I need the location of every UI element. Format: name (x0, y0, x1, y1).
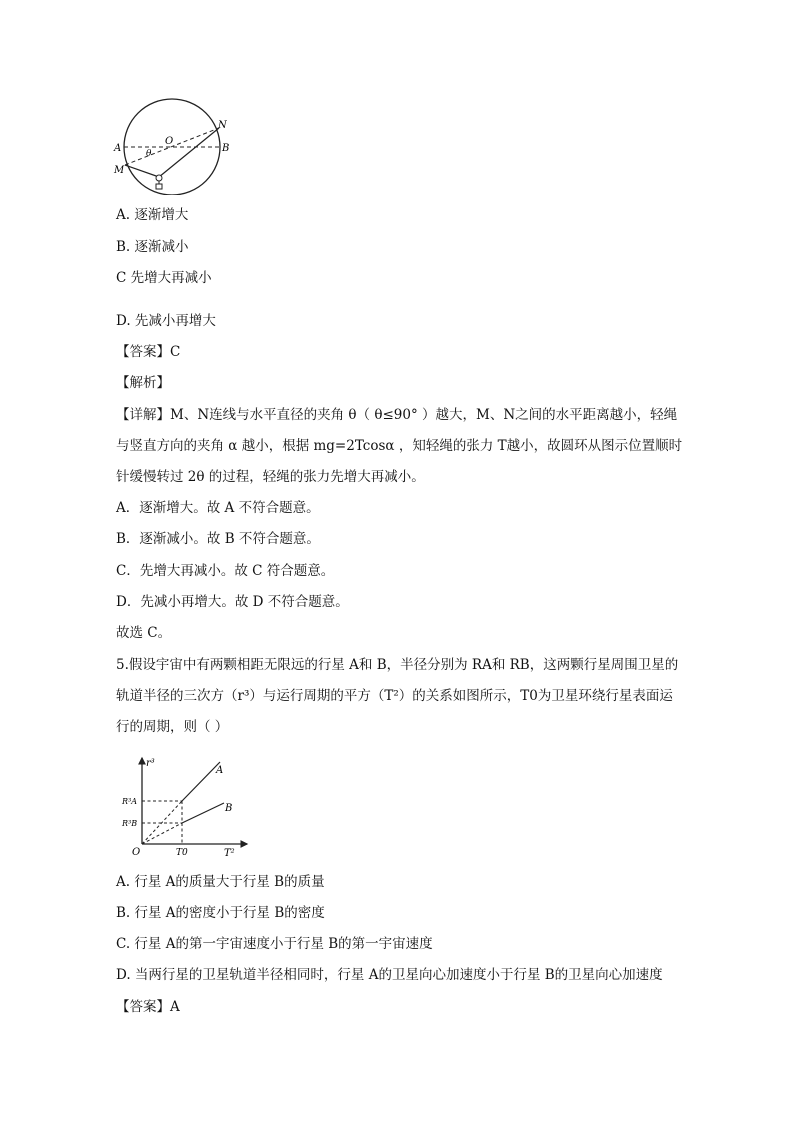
pulley (156, 175, 162, 181)
q4-answer: 【答案】C (116, 344, 181, 360)
rb-label: R³B (122, 819, 138, 828)
label-n: N (218, 120, 227, 131)
q4-option-c: C 先增大再减小 (116, 270, 212, 286)
q4-detail-line-1: 【详解】M、N连线与水平直径的夹角 θ（ θ≤90° ）越大，M、N之间的水平距离越小，轻绳 (116, 407, 678, 423)
q4-detail-line-2: 与竖直方向的夹角 α 越小，根据 mg=2Tcosα ，知轻绳的张力 T越小，故圆环从图示位置顺时 (116, 438, 683, 454)
line-b-label: B (225, 803, 233, 814)
q5-stem-line-1: 5.假设宇宙中有两颗相距无限远的行星 A和 B，半径分别为 RA和 RB，这两颗行星周围卫星的 (116, 657, 679, 673)
q4-option-a: A. 逐渐增大 (116, 207, 189, 223)
label-theta: θ (146, 149, 152, 159)
q4-note-d: D．先减小再增大。故 D 不符合题意。 (116, 594, 349, 610)
y-axis-label: r³ (146, 758, 155, 769)
q5-option-c: C. 行星 A的第一宇宙速度小于行星 B的第一宇宙速度 (116, 936, 433, 952)
x-axis-label: T² (224, 848, 235, 858)
q4-option-b: B. 逐渐减小 (116, 239, 189, 255)
circle-diagram (112, 95, 242, 195)
q5-option-b: B. 行星 A的密度小于行星 B的密度 (116, 905, 325, 921)
label-a: A (114, 143, 122, 154)
label-b: B (222, 143, 230, 154)
q5-option-d: D. 当两行星的卫星轨道半径相同时，行星 A的卫星向心加速度小于行星 B的卫星向心加速度 (116, 967, 663, 983)
q4-detail-line-3: 针缓慢转过 2θ 的过程，轻绳的张力先增大再减小。 (116, 469, 425, 485)
label-m: M (114, 165, 125, 176)
line-b-solid (182, 803, 224, 823)
origin-label: O (132, 847, 141, 858)
ra-label: R³A (122, 797, 138, 806)
line-a-label: A (216, 765, 224, 776)
q5-answer: 【答案】A (116, 999, 180, 1015)
t0-label: T0 (176, 848, 188, 858)
q4-note-a: A．逐渐增大。故 A 不符合题意。 (116, 500, 320, 516)
weight (156, 184, 162, 189)
label-o: O (165, 136, 174, 147)
q4-option-d: D. 先减小再增大 (116, 313, 216, 329)
q4-note-b: B．逐渐减小。故 B 不符合题意。 (116, 531, 320, 547)
q5-option-a: A. 行星 A的质量大于行星 B的质量 (116, 874, 325, 890)
q5-stem-line-2: 轨道半径的三次方（r³）与运行周期的平方（T²）的关系如图所示，T0为卫星环绕行星表面运 (116, 688, 673, 704)
q4-analysis-title: 【解析】 (116, 375, 170, 391)
line-b-dashed (142, 823, 182, 844)
q5-stem-line-3: 行的周期，则（ ） (116, 719, 229, 735)
line-a-solid (182, 762, 220, 801)
q4-conclusion: 故选 C。 (116, 625, 172, 641)
r3-t2-graph (112, 748, 252, 858)
q4-note-c: C．先增大再减小。故 C 符合题意。 (116, 563, 335, 579)
